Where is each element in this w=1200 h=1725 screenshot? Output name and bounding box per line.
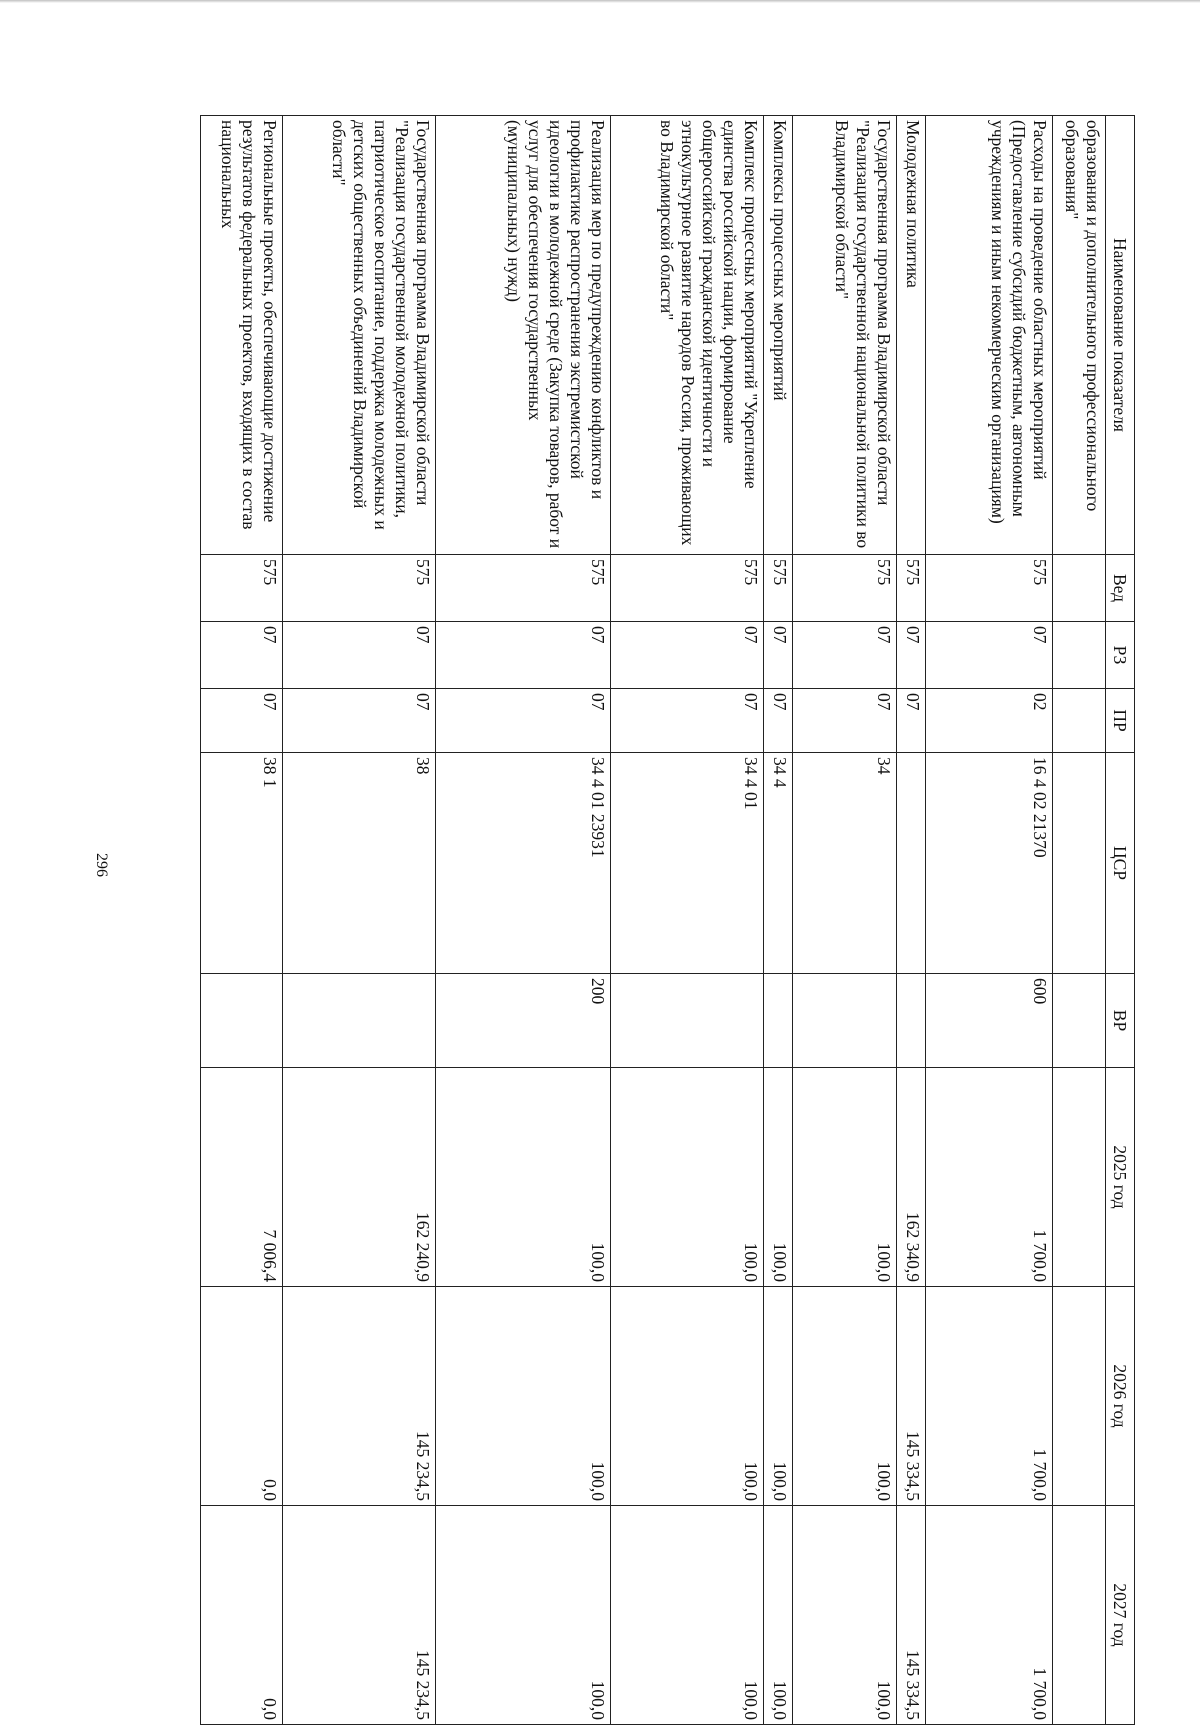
cell-vr: 600 xyxy=(926,974,1053,1068)
table-row xyxy=(611,116,764,1725)
cell-pr: 07 xyxy=(764,689,793,753)
cell-rz: 07 xyxy=(793,622,897,689)
cell-rz: 07 xyxy=(926,622,1053,689)
cell-pr: 02 xyxy=(926,689,1053,753)
cell-2026: 100,0 xyxy=(611,1287,764,1506)
table-row xyxy=(436,116,611,1725)
cell-rz: 07 xyxy=(764,622,793,689)
cell-2025 xyxy=(1053,1068,1106,1287)
cell-csr xyxy=(1053,753,1106,974)
header-2027: 2027 год xyxy=(1106,1506,1135,1725)
cell-pr: 07 xyxy=(793,689,897,753)
header-name: Наименование показателя xyxy=(1106,116,1135,555)
cell-vr xyxy=(1053,974,1106,1068)
page-number: 296 xyxy=(93,853,110,877)
cell-2026: 100,0 xyxy=(436,1287,611,1506)
cell-2027 xyxy=(1053,1506,1106,1725)
header-pr: ПР xyxy=(1106,689,1135,753)
cell-name: Государственная программа Владимирской области "Реализация государственной молодежной политики, патриотическое воспитание, поддержка молодежных и детских общественных объединений Владимирской области" xyxy=(283,116,436,555)
cell-2025: 100,0 xyxy=(436,1068,611,1287)
cell-vr xyxy=(793,974,897,1068)
cell-ved: 575 xyxy=(926,555,1053,622)
cell-csr: 38 xyxy=(283,753,436,974)
cell-2027: 100,0 xyxy=(436,1506,611,1725)
cell-2027: 145 334,5 xyxy=(897,1506,926,1725)
cell-csr: 38 1 xyxy=(201,753,283,974)
cell-rz: 07 xyxy=(436,622,611,689)
cell-csr: 34 xyxy=(793,753,897,974)
table-row xyxy=(1053,116,1106,1725)
cell-ved: 575 xyxy=(611,555,764,622)
table-row xyxy=(201,116,283,1725)
cell-pr xyxy=(1053,689,1106,753)
cell-vr xyxy=(283,974,436,1068)
cell-2025: 1 700,0 xyxy=(926,1068,1053,1287)
cell-csr: 34 4 01 xyxy=(611,753,764,974)
cell-2026: 0,0 xyxy=(201,1287,283,1506)
cell-rz: 07 xyxy=(897,622,926,689)
cell-2027: 145 234,5 xyxy=(283,1506,436,1725)
cell-2027: 0,0 xyxy=(201,1506,283,1725)
cell-pr: 07 xyxy=(201,689,283,753)
cell-vr: 200 xyxy=(436,974,611,1068)
header-rz: РЗ xyxy=(1106,622,1135,689)
cell-ved: 575 xyxy=(436,555,611,622)
cell-csr: 16 4 02 21370 xyxy=(926,753,1053,974)
cell-pr: 07 xyxy=(611,689,764,753)
cell-2027: 100,0 xyxy=(611,1506,764,1725)
cell-name: Региональные проекты, обеспечивающие достижение результатов федеральных проектов, входящих в состав национальных xyxy=(201,116,283,555)
cell-2026 xyxy=(1053,1287,1106,1506)
cell-ved: 575 xyxy=(793,555,897,622)
cell-2025: 162 340,9 xyxy=(897,1068,926,1287)
cell-csr: 34 4 xyxy=(764,753,793,974)
cell-2026: 145 334,5 xyxy=(897,1287,926,1506)
cell-vr xyxy=(897,974,926,1068)
table-header-row xyxy=(1106,116,1135,1725)
scan-edge xyxy=(0,0,1200,3)
cell-csr xyxy=(897,753,926,974)
cell-pr: 07 xyxy=(283,689,436,753)
cell-vr xyxy=(764,974,793,1068)
cell-2026: 100,0 xyxy=(793,1287,897,1506)
cell-name: Комплексы процессных мероприятий xyxy=(764,116,793,555)
cell-2025: 7 006,4 xyxy=(201,1068,283,1287)
header-ved: Вед xyxy=(1106,555,1135,622)
cell-ved: 575 xyxy=(201,555,283,622)
cell-2027: 1 700,0 xyxy=(926,1506,1053,1725)
cell-ved xyxy=(1053,555,1106,622)
cell-name: Государственная программа Владимирской области "Реализация государственной национальной политики во Владимирской области" xyxy=(793,116,897,555)
budget-table xyxy=(200,115,1135,1725)
cell-2026: 100,0 xyxy=(764,1287,793,1506)
cell-2026: 1 700,0 xyxy=(926,1287,1053,1506)
cell-name: Комплекс процессных мероприятий "Укрепление единства российской нации, формирование общероссийской гражданской идентичности и этнокультурное развитие народов России, проживающих во Владимирской области" xyxy=(611,116,764,555)
cell-vr xyxy=(201,974,283,1068)
cell-ved: 575 xyxy=(897,555,926,622)
cell-name: Реализация мер по предупреждению конфликтов и профилактике распространения экстремистской идеологии в молодежной среде (Закупка товаров, работ и услуг для обеспечения государственных (муниципальных) нужд) xyxy=(436,116,611,555)
cell-2025: 100,0 xyxy=(764,1068,793,1287)
table-row xyxy=(897,116,926,1725)
cell-rz: 07 xyxy=(283,622,436,689)
cell-name: Молодежная политика xyxy=(897,116,926,555)
table-row xyxy=(283,116,436,1725)
cell-name: образования и дополнительного профессионального образования" xyxy=(1053,116,1106,555)
cell-2025: 162 240,9 xyxy=(283,1068,436,1287)
table-row xyxy=(793,116,897,1725)
cell-2025: 100,0 xyxy=(611,1068,764,1287)
cell-rz: 07 xyxy=(611,622,764,689)
table-row xyxy=(764,116,793,1725)
cell-2025: 100,0 xyxy=(793,1068,897,1287)
cell-name: Расходы на проведение областных мероприятий (Предоставление субсидий бюджетным, автономным учреждениям и иным некоммерческим организациям) xyxy=(926,116,1053,555)
header-2025: 2025 год xyxy=(1106,1068,1135,1287)
header-vr: ВР xyxy=(1106,974,1135,1068)
cell-2027: 100,0 xyxy=(764,1506,793,1725)
cell-pr: 07 xyxy=(436,689,611,753)
table-row xyxy=(926,116,1053,1725)
cell-pr: 07 xyxy=(897,689,926,753)
cell-vr xyxy=(611,974,764,1068)
cell-rz: 07 xyxy=(201,622,283,689)
cell-rz xyxy=(1053,622,1106,689)
cell-2027: 100,0 xyxy=(793,1506,897,1725)
cell-ved: 575 xyxy=(764,555,793,622)
header-csr: ЦСР xyxy=(1106,753,1135,974)
header-2026: 2026 год xyxy=(1106,1287,1135,1506)
rotated-table-container xyxy=(170,115,1135,1720)
cell-ved: 575 xyxy=(283,555,436,622)
cell-2026: 145 234,5 xyxy=(283,1287,436,1506)
cell-csr: 34 4 01 23931 xyxy=(436,753,611,974)
